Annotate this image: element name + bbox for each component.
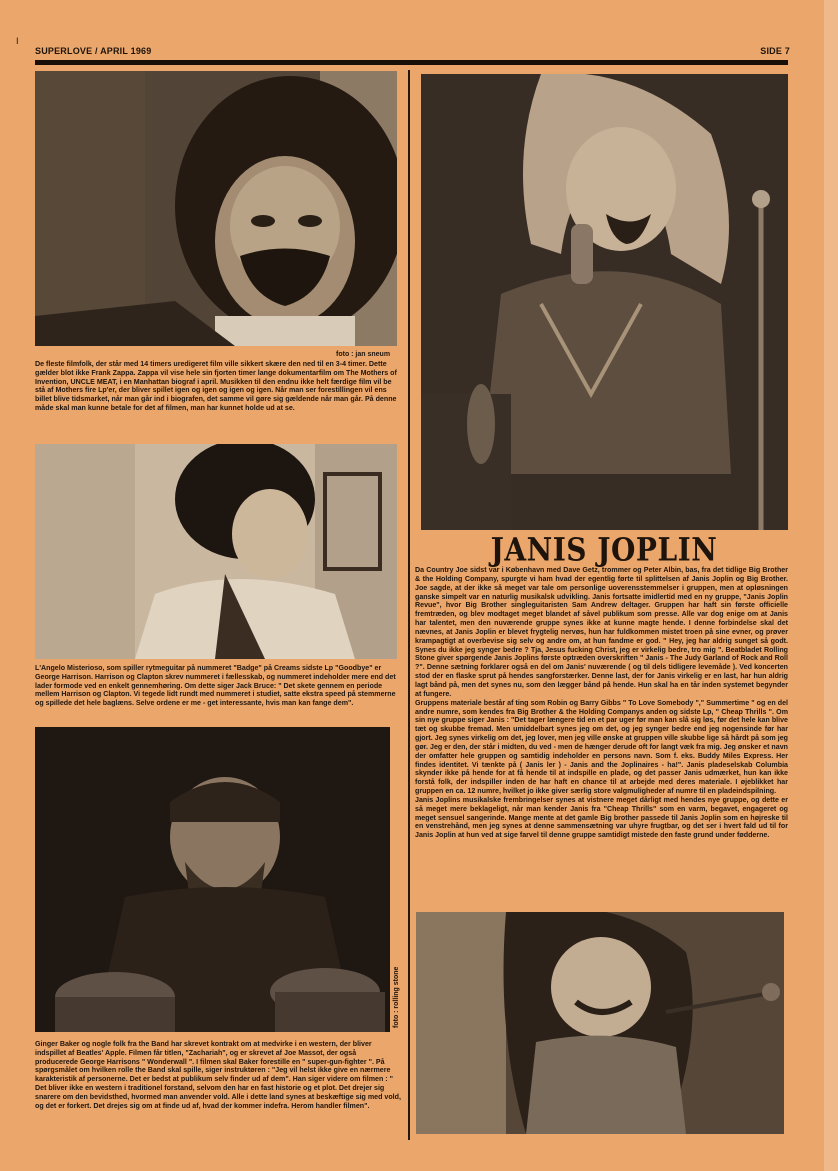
ginger-baker-photo <box>35 727 390 1032</box>
article-body <box>415 566 788 840</box>
article-paragraph: Janis Joplins musikalske frembringelser synes at vistnere meget dårligt med hendes nye gruppe, og dette er så meget mere beklageligt, når man kender Janis fra "Cheap Thrills" som en varm, begavet, engageret og meget sensuel sangerinde. Mange mente at det gamle Big brother passede til Janis Joplin som en højreske til en venstrehånd, men jeg synes at denne sammensætning var uhyre frugtbar, og det ser i hvert fald ud til for Janis Joplin at hun ved at sige farvel til denne gruppe samtidigt mistede den faste grund under fødderne. <box>415 795 788 840</box>
page-edge <box>824 0 838 1171</box>
janis-joplin-smiling-photo <box>416 912 784 1134</box>
baker-caption: Ginger Baker og nogle folk fra the Band har skrevet kontrakt om at medvirke i en western, der bliver indspillet af Beatles' Apple. Filmen får titlen, "Zachariah", og er skrevet af Joe Massot, der også producerede George Harrisons " Wonderwall ". I filmen skal Baker forestille en " super-gun-fighter ". På spørgsmålet om hvilken rolle the Band skal spille, siger instruktøren : "Jeg vil helst ikke give en nærmere karakteristik af personerne. Det er bedst at publikum selv finder ud af dem". Han siger videre om filmen : " Det bliver ikke en western i traditionel forstand, selvom den har en fast historie og et plot. Det drejer sig snarere om den bevidsthed, hvormed man anvender vold. Alle i dette land synes at beskæftige sig med vold, og det er forkert. Det drejes sig om at finde ud af, hvad der kommer indefra. Herom handler filmen". <box>35 1040 401 1110</box>
masthead-left: SUPERLOVE / APRIL 1969 <box>35 46 152 56</box>
corner-mark: I <box>16 36 19 46</box>
janis-joplin-photo <box>421 74 788 530</box>
clapton-photo <box>35 444 397 659</box>
header-rule <box>35 60 788 65</box>
baker-photo-credit: foto : rolling stone <box>393 966 400 1028</box>
article-title: JANIS JOPLIN <box>490 530 718 569</box>
clapton-caption: L'Angelo Misterioso, som spiller rytmeguitar på nummeret "Badge" på Creams sidste Lp "Goodbye" er George Harrison. Harrison og Clapton skrev nummeret i fællesskab, og nummeret indeholder mere end det lader formode ved en enkelt gennemhøring. Om dette siger Jack Bruce: " Det skete gennem en periode mellem Harrison og Clapton. Vi tegede lidt rundt med nummeret i studiet, satte ekstra speed på stemmerne og spillede det hele baglæns. Selve ordene er me - get interessante, hvis man kan fange dem". <box>35 664 396 708</box>
zappa-caption: De fleste filmfolk, der står med 14 timers uredigeret film ville sikkert skære den ned til en 3-4 timer. Dette gælder blot ikke Frank Zappa. Zappa vil vise hele sin fjorten timer lange dokumentarfilm om The Mothers of Invention, UNCLE MEAT, i en Manhattan biograf i april. Musikken til den endnu ikke helt færdige film vil be stå af Mothers fire Lp'er, der bliver spillet igen og igen og igen og igen. Når man ser forestillingen vil ens billet blive tidsmarket, når man går ind i biografen, det samme vil gøre sig gældende når man går. På denne måde skal man kunne betale for det af filmen, man har kunnet holde ud at se. <box>35 360 397 412</box>
article-paragraph: Gruppens materiale består af ting som Robin og Barry Gibbs " To Love Somebody "," Summertime " og en del andre numre, som kendes fra Big Brother & the Holding Companys anden og sidste Lp, " Cheap Thrills ". Om sin nye gruppe siger Janis : "Det tager længere tid en et par uger før man kan slå sig løs, før det hele kan blive tæt og skubbe fremad. Men umiddelbart synes jeg om det, og jeg synger bedre end jeg nogensinde før har gjort. Jeg synes virkelig om det, jeg lover, men jeg ville ønske at gruppen ville skubbe lige så hårdt på som jeg gør. Jeg er den, der står i midten, du ved - men de hænger derude oft for langt væk fra mig. Jeg ønsker et navn der omfatter hele gruppen og samtidig indeholder en persons navn. Som f. eks. Buddy Miles Express. Her findes identitet. Vi tænkte på ( Janis ler ) - Janis and the Joplinaires - ha!". Janis pladeselskab Columbia skynder ikke på hende for at få hende til at indspille en plade, og det passer Janis udmærket, hun kan ikke forstå folk, der indspiller inden de har haft en chance til at arbejde med deres materiale. I øjeblikket har gruppen en ca. 12 numre, hvilket jo ikke giver særlig store valgmuligheder af numre til en pladeindspilning. <box>415 698 788 796</box>
article-paragraph: Da Country Joe sidst var i København med Dave Getz, trommer og Peter Albin, bas, fra det tidlige Big Brother & the Holding Company, spurgte vi ham hvad der egentlig førte til splittelsen af Janis Joplin og Big Brother. Joe sagde, at der ikke så meget var tale om personlige uoverensstemmelser i gruppen, men at opløsningen ganske simpelt var en naturlig musikalsk udvikling. Janis fortsatte imidlertid med en ny gruppe, "Janis Joplin Revue", hvor Big Brother singleguitaristen Sam Andrew deltager. Gruppen har haft sin første officielle fremtræden, og blev modtaget meget blandet af såvel publikum som presse. Alle var dog enige om at Janis har talentet, men den nuværende gruppe synes ikke at kunne magte hende. I denne forbindelse skal det nævnes, at Janis Joplin er blevet frygtelig nervøs, hun har fuldkommen mistet troen på sine evner, og prøver krampagtigt at overbevise sig selv og andre om, at hun fandme er god. " Hey, jeg har aldrig sunget så godt. Synes du ikke jeg synger bedre ? Tja, Jesus fucking Christ, jeg er virkelig bedre, tro mig ". Beatbladet Rolling Stone giver spørgende Janis Joplins første optræden overskriften " Janis - The Judy Garland of Rock and Roll ?". Denne sætning forklarer også en del om Janis' nuværende ( og til dels tidligere levemåde ). Ved koncerten stod der en flaske sprut på hendes sangforstærker. Denne last, der for Janis virkelig er en last, har hun aldrig lagt bånd på, men det synes nu, som den lægger bånd på hende. Hun skal ha en tår inden systemet begynder at fungere. <box>415 566 788 698</box>
zappa-photo-credit: foto : jan sneum <box>336 351 391 358</box>
page-number: SIDE 7 <box>760 46 790 56</box>
column-divider <box>408 70 410 1140</box>
frank-zappa-photo <box>35 71 397 346</box>
